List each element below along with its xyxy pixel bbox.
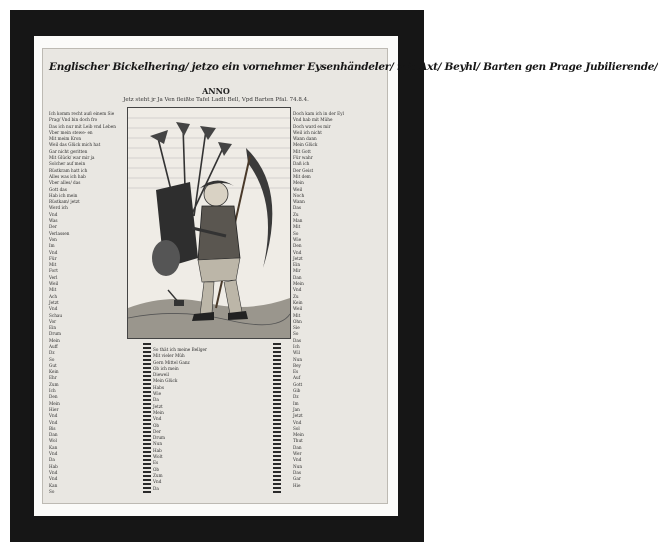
verse-line: Noch	[293, 192, 305, 198]
verse-line: Jetzt	[293, 255, 303, 261]
verse-line: Dz	[293, 394, 299, 400]
verse-line: Alles was ich hab	[49, 173, 86, 179]
verse-line: Mein	[49, 337, 60, 343]
verse-line: Prag/ Vnd bin doch fro	[49, 117, 98, 123]
verse-line: Da	[153, 485, 159, 491]
verse-line: Wolt	[153, 454, 163, 460]
verse-line: Solcher auf mein	[49, 161, 86, 167]
verse-line: Zum	[49, 381, 59, 387]
verse-line: Vnd	[49, 451, 58, 457]
verse-line: Vnd	[49, 413, 58, 419]
verse-line: Vor	[49, 318, 57, 324]
verse-line: Dieweil	[153, 372, 169, 378]
verse-line: Jetzt	[49, 299, 59, 305]
verse-line: Das	[293, 469, 302, 475]
verse-line: Ob	[153, 422, 160, 428]
verse-line: Vnd	[49, 476, 58, 482]
verse-line: Weil	[293, 306, 303, 312]
verse-line: Der	[49, 224, 57, 230]
verse-line: Mein Glück	[293, 142, 318, 148]
verse-line: Den	[49, 394, 58, 400]
verse-line: Wil	[293, 350, 300, 356]
verse-line: Gott	[293, 381, 303, 387]
frame-mat	[34, 36, 658, 516]
verse-line: Kein	[49, 369, 59, 375]
verse-line: So	[293, 230, 299, 236]
verse-line: Vnd hab mit Mühe	[293, 117, 333, 123]
broadside-sheet	[42, 48, 658, 504]
verse-line: Da	[153, 397, 159, 403]
verse-line: Werd ich	[49, 205, 68, 211]
verse-line: Es	[153, 460, 159, 466]
verse-line: Im	[49, 243, 55, 249]
verse-line: Kan	[49, 444, 58, 450]
verse-line: Nun	[293, 356, 303, 362]
verse-line: Mit Gott	[293, 148, 311, 154]
verse-line: Gar nicht geritten	[49, 148, 88, 154]
verse-line: Gott das	[49, 186, 67, 192]
verse-line: Vnd	[293, 249, 302, 255]
verse-line: Dan	[49, 432, 58, 438]
verse-line: Fort	[49, 268, 58, 274]
left-verse-column	[49, 111, 125, 499]
verse-line: Ich komm recht auß einem Sie	[49, 111, 115, 116]
center-verse-column	[153, 347, 269, 491]
verse-line: Bis	[49, 425, 56, 431]
verse-line: Der	[153, 428, 161, 434]
verse-line: Kan	[49, 482, 58, 488]
verse-line: Doch ward es mir	[293, 123, 331, 129]
verse-line: Mit meim Kron	[49, 136, 82, 142]
verse-line: Gar	[293, 476, 301, 482]
verse-line: Hab	[153, 447, 162, 453]
picture-frame	[10, 10, 658, 542]
dateline: Jetz steht jr Ja Ven fleißte Tafel Ladlt Bell, Vpd Barten Pfal. 74.8.4.	[123, 97, 309, 103]
verse-line: Gut	[49, 362, 57, 368]
verse-line: Wol	[49, 438, 57, 444]
verse-line: Doch kam ich in der Eyl	[293, 111, 344, 116]
verse-line: Mein	[293, 180, 304, 186]
verse-line: Sie	[293, 325, 300, 331]
verse-line: Zu	[293, 211, 299, 217]
verse-line: Hier	[49, 406, 59, 412]
verse-line: Daß ich	[293, 161, 310, 167]
verse-line: Vnd	[293, 457, 302, 463]
verse-line: Den	[293, 243, 302, 249]
verse-line: Mit	[293, 224, 301, 230]
verse-line: Es	[293, 369, 299, 375]
verse-line: Vber alles/ das	[49, 180, 81, 186]
verse-line: Zum	[153, 472, 163, 478]
verse-line: Drum	[49, 331, 62, 337]
ornament-left	[143, 343, 151, 493]
verse-line: Kein	[293, 299, 303, 305]
verse-line: Ein	[49, 325, 57, 331]
verse-line: Wann dann	[293, 136, 317, 142]
verse-line: Hab	[49, 463, 58, 469]
verse-line: Vnd	[153, 416, 162, 422]
verse-line: Mein	[49, 400, 60, 406]
verse-line: Das	[293, 205, 302, 211]
verse-line: Sol	[293, 425, 300, 431]
verse-line: Weil ich nicht	[293, 129, 322, 135]
verse-line: Vnd	[49, 306, 58, 312]
verse-line: Ein	[293, 262, 301, 268]
verse-line: Schau	[49, 312, 63, 318]
ornament-right	[273, 343, 281, 493]
verse-line: Vnd	[293, 419, 302, 425]
verse-line: Jetzt	[293, 413, 303, 419]
verse-line: Wie	[293, 236, 302, 242]
verse-line: Ich	[49, 388, 56, 394]
verse-line: Nun	[293, 463, 303, 469]
verse-line: Habs	[153, 384, 164, 390]
engraving-illustration	[127, 107, 291, 339]
verse-line: Das ich nur mit Leib vnd Leben	[49, 123, 116, 129]
verse-line: Von	[49, 236, 57, 242]
verse-line: Für wahr	[293, 155, 313, 161]
verse-line: Für	[49, 255, 57, 261]
verse-line: Mit	[49, 262, 57, 268]
verse-line: Weil	[293, 186, 303, 192]
verse-line: Mein	[293, 281, 304, 287]
verse-line: Jan	[293, 406, 300, 412]
verse-line: Ohn	[293, 318, 302, 324]
verse-line: Ich	[293, 343, 300, 349]
verse-line: Zu	[293, 293, 299, 299]
verse-line: Auff	[49, 343, 58, 349]
verse-line: Mit Glück/ war mir ja	[49, 155, 95, 161]
verse-line: Mit vieler Müh	[153, 353, 185, 359]
verse-line: So	[293, 331, 299, 337]
verse-line: Mein Glück	[153, 378, 178, 384]
verse-line: Vnd	[293, 287, 302, 293]
verse-line: Wann	[293, 199, 305, 205]
verse-line: Mir	[293, 268, 301, 274]
verse-line: Dan	[293, 444, 302, 450]
verse-line: Rüstkam/ jetzt	[49, 199, 80, 205]
verse-line: Das	[293, 337, 302, 343]
verse-line: Gib	[293, 388, 301, 394]
verse-line: Nun	[153, 441, 163, 447]
verse-line: Wer	[293, 451, 302, 457]
verse-line: Drum	[153, 435, 166, 441]
verse-line: Verl	[49, 274, 58, 280]
verse-line: So thät ich meine Bellger	[153, 347, 208, 352]
verse-line: Hab ich mein	[49, 192, 78, 198]
right-verse-column	[293, 111, 383, 499]
verse-line: Im	[293, 400, 299, 406]
verse-line: Ob	[153, 466, 160, 472]
verse-line: Gern Mittel Ganz	[153, 359, 190, 365]
verse-line: Der Geist	[293, 167, 314, 173]
verse-line: Bey	[293, 362, 301, 368]
verse-line: Man	[293, 218, 303, 224]
verse-line: Weil das Glück mich hat	[49, 142, 101, 148]
engraving-figure	[128, 108, 290, 338]
verse-line: So	[49, 488, 55, 494]
verse-line: Dz	[49, 350, 55, 356]
verse-line: Vnd	[49, 249, 58, 255]
verse-line: Hie	[293, 482, 301, 488]
verse-line: Ach	[49, 293, 58, 299]
verse-line: Rüstkram hatt ich	[49, 167, 88, 173]
verse-line: Wie	[153, 391, 162, 397]
verse-line: Was	[49, 218, 58, 224]
verse-line: So	[49, 356, 55, 362]
verse-line: Da	[49, 457, 55, 463]
verse-line: Vnd	[49, 419, 58, 425]
anno-label: ANNO	[202, 86, 230, 96]
verse-line: Vber mein stewe- en	[49, 129, 93, 135]
verse-line: Verlassen	[49, 230, 70, 236]
verse-line: Mein	[293, 432, 304, 438]
verse-line: Vnd	[153, 479, 162, 485]
verse-line: Mein	[153, 409, 164, 415]
verse-line: Thut	[293, 438, 303, 444]
broadside-headline: Englischer Bickelhering/ jetzo ein vornehmer Eysenhändeler/ mit Axt/ Beyhl/ Barten gen Prage Jubilierende/	[49, 61, 658, 73]
verse-line: Mit dem	[293, 173, 311, 179]
verse-line: Dan	[293, 274, 302, 280]
verse-line: Jetzt	[153, 403, 163, 409]
verse-line: Vnd	[49, 211, 58, 217]
verse-line: Ehr	[49, 375, 57, 381]
verse-line: Weil	[49, 281, 59, 287]
verse-line: Auf	[293, 375, 301, 381]
verse-line: Mit	[293, 312, 301, 318]
verse-line: Mit	[49, 287, 57, 293]
verse-line: Vnd	[49, 469, 58, 475]
verse-line: Ob ich mein	[153, 365, 179, 371]
